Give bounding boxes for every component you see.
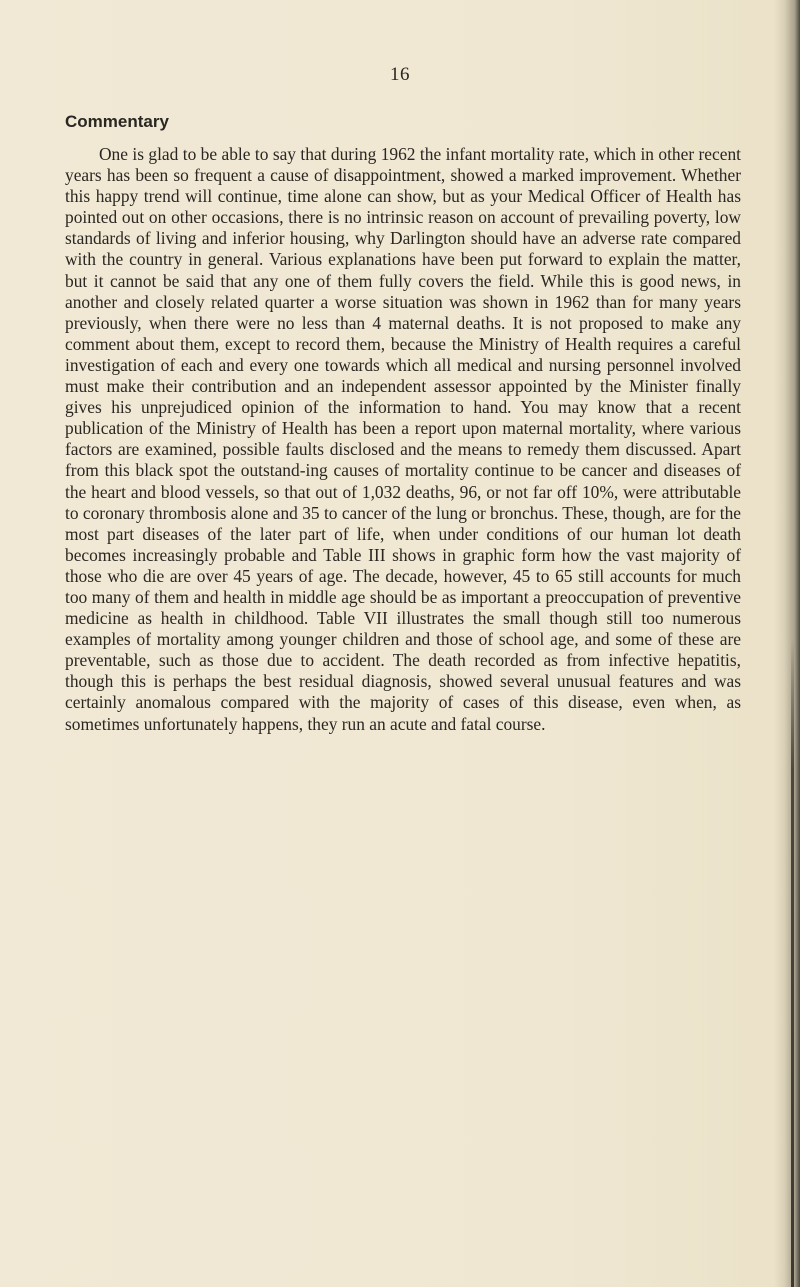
page-number: 16 [390,64,410,85]
section-heading: Commentary [65,112,169,131]
body-paragraph: One is glad to be able to say that during 1962 the infant mortality rate, which in other recent years has been so frequent a cause of disappointment, showed a marked improvement. Whether this happy trend will continue, time alone can show, but as your Medical Officer of Health has pointed out on other occasions, there is no intrinsic reason on account of prevailing poverty, low standards of living and inferior housing, why Darlington should have an adverse rate compared with the country in general. Various explanations have been put forward to explain the matter, but it cannot be said that any one of them fully covers the field. While this is good news, in another and closely related quarter a worse situation was shown in 1962 than for many years previously, when there were no less than 4 maternal deaths. It is not proposed to make any comment about them, except to record them, because the Ministry of Health requires a careful investigation of each and every one towards which all medical and nursing personnel involved must make their contribution and an independent assessor appointed by the Minister finally gives his unprejudiced opinion of the information to hand. You may know that a recent publication of the Ministry of Health has been a report upon maternal mortality, where various factors are examined, possible faults disclosed and the means to remedy them discussed. Apart from this black spot the outstand-ing causes of mortality continue to be cancer and diseases of the heart and blood vessels, so that out of 1,032 deaths, 96, or not far off 10%, were attributable to coronary thrombosis alone and 35 to cancer of the lung or bronchus. These, though, are for the most part diseases of the later part of life, when under conditions of our human lot death becomes increasingly probable and Table III shows in graphic form how the vast majority of those who die are over 45 years of age. The decade, however, 45 to 65 still accounts for much too many of them and health in middle age should be as important a preoccupation of preventive medicine as health in childhood. Table VII illustrates the small though still too numerous examples of mortality among younger children and those of school age, and some of these are preventable, such as those due to accident. The death recorded as from infective hepatitis, though this is perhaps the best residual diagnosis, showed several unusual features and was certainly anomalous compared with the majority of cases of this disease, even when, as sometimes unfortunately happens, they run an acute and fatal course. [65,144,741,734]
binding-shadow [774,0,800,1287]
binding-edge [791,640,794,1287]
